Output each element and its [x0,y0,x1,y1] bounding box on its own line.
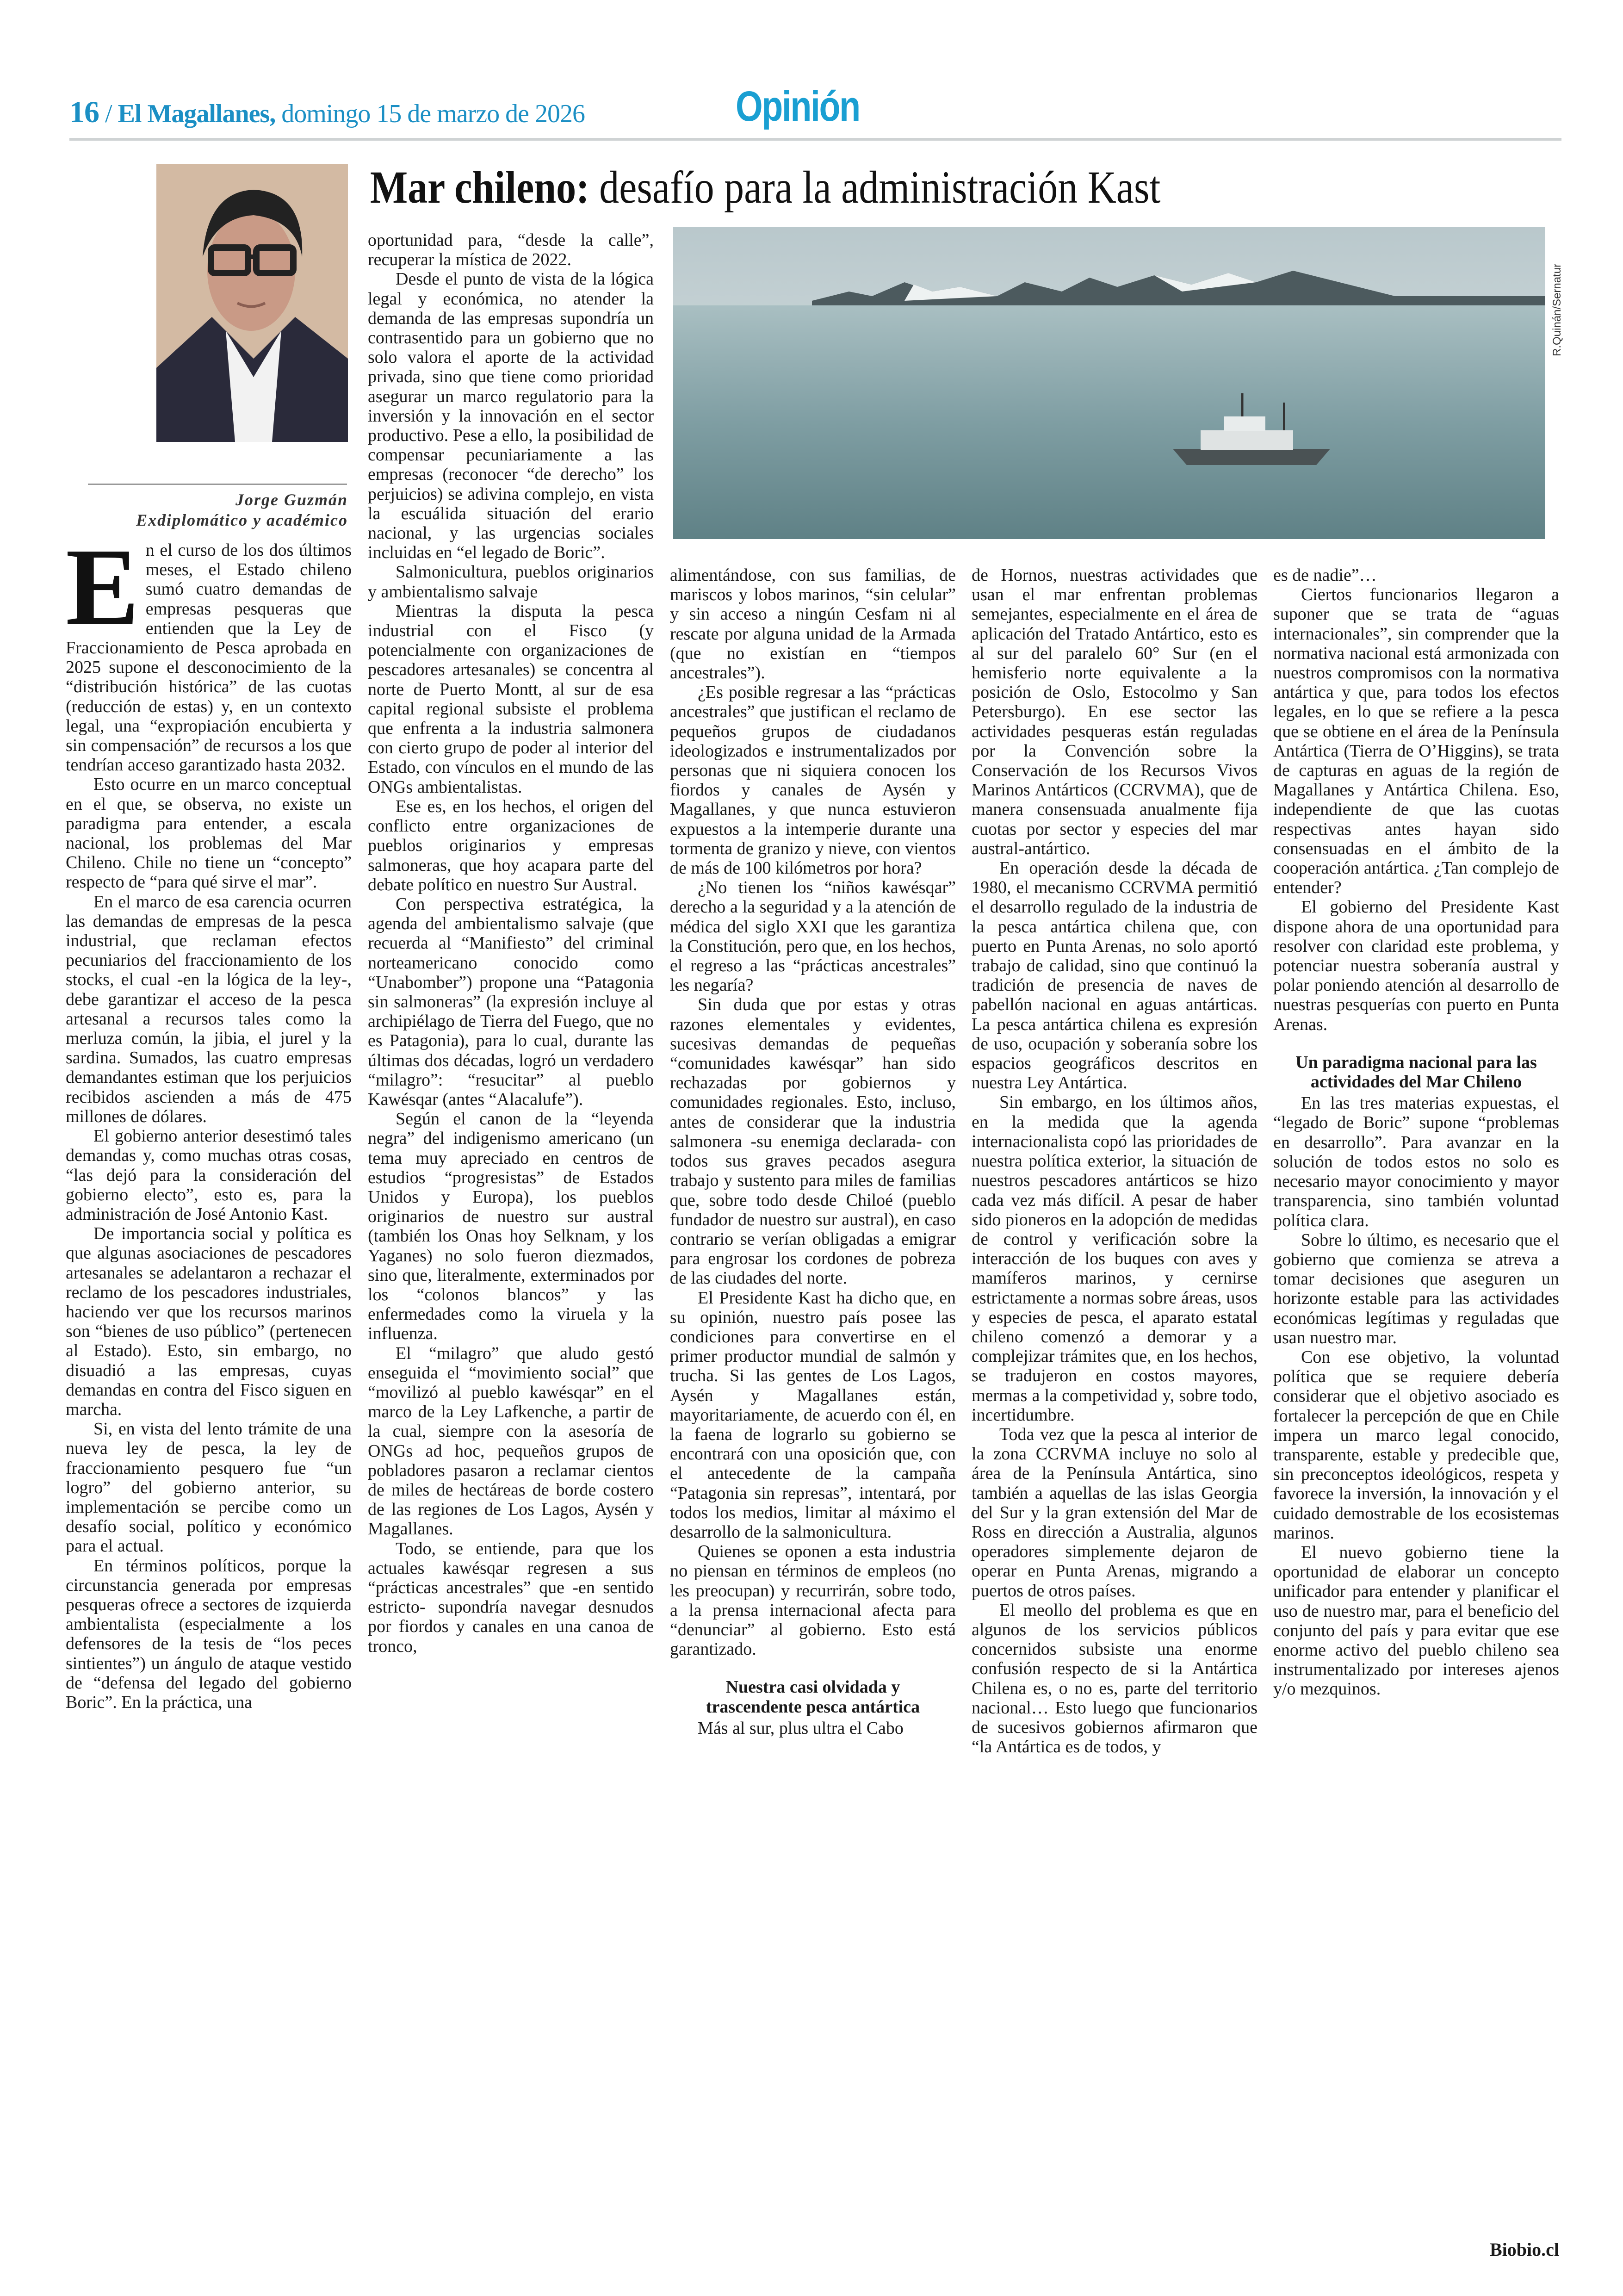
article-paragraph: Toda vez que la pesca al interior de la zona CCRVMA incluye no solo al área de la Península Antártica, sino también a aquellas de las islas Georgia del Sur y la gran extensión del Mar de Ross en dirección a Australia, algunos operadores simplemente dejaron de operar en Punta Arenas, migrando a puertos de otros países. [972,1424,1258,1601]
article-paragraph: El “milagro” que aludo gestó enseguida el “movimiento social” que “movilizó al pueblo kawésqar” en el marco de la Ley Lafkenche, a partir de la cual, siempre con la asesoría de ONGs ad hoc, pequeños grupos de pobladores pasaron a reclamar cientos de miles de hectáreas de borde costero de las regiones de Los Lagos, Aysén y Magallanes. [368,1343,654,1539]
antarctic-ship-photo [673,227,1545,539]
article-paragraph: El nuevo gobierno tiene la oportunidad de elaborar un concepto unificador para entender y planificar el uso de nuestro mar, para el beneficio del conjunto del país y para evitar que ese enorme activo del pueblo chileno sea instrumentalizado por intereses ajenos y/o mezquinos. [1273,1542,1559,1699]
article-paragraph: Según el canon de la “leyenda negra” del indigenismo americano (un tema muy apreciado en centros de estudios “progresistas” de Estados Unidos y Europa), los pueblos originarios de nuestro sur austral (también los Onas hoy Selknam, y los Yaganes) no solo fueron diezmados, sino que, literalmente, exterminados por los “colonos blancos” y las enfermedades como la viruela y la influenza. [368,1109,654,1344]
article-paragraph: Quienes se oponen a esta industria no piensan en términos de empleos (no les preocupan) y recurrirán, sobre todo, a la prensa internacional afecta para “denunciar” al gobierno. Esto está garantizado. [670,1542,956,1659]
article-paragraph: Con ese objetivo, la voluntad política que se requiere debería considerar que el objetivo asociado es fortalecer la percepción de que en Chile impera un marco legal conocido, transparente, estable y predecible que, sin preconceptos ideológicos, respeta y favorece la inversión, la innovación y el cuidado demostrable de los ecosistemas marinos. [1273,1347,1559,1543]
article-paragraph: En operación desde la década de 1980, el mecanismo CCRVMA permitió el desarrollo regulado de la industria de la pesca antártica chilena que, con puerto en Punta Arenas, no solo aportó trabajo de calidad, sino que continuó la tradición de presencia de naves de pabellón nacional en aguas antárticas. La pesca antártica chilena es expresión de uso, ocupación y soberanía sobre los espacios geográficos descritos en nuestra Ley Antártica. [972,858,1258,1093]
article-paragraph: Sobre lo último, es necesario que el gobierno que comienza se atreva a tomar decisiones que aseguren un horizonte estable para las actividades económicas legítimas y reguladas que usan nuestro mar. [1273,1230,1559,1347]
photo-credit: R.Quinán/Sernatur [1551,263,1563,356]
article-paragraph: Si, en vista del lento trámite de una nueva ley de pesca, la ley de fraccionamiento pesquero fue “un logro” del gobierno anterior, su implementación se percibe como un desafío social, político y económico para el actual. [66,1419,352,1556]
article-paragraph: El gobierno anterior desestimó tales demandas y, como muchas otras cosas, “las dejó para la consideración del gobierno electo”, esto es, para la administración de José Antonio Kast. [66,1126,352,1224]
article-column-5 [1273,565,1559,1699]
article-paragraph: De importancia social y política es que algunas asociaciones de pescadores artesanales se adelantaron a rechazar el reclamo de los pescadores industriales, haciendo ver que los recursos marinos son “bienes de uso público” (pertenecen al Estado). Esto, sin embargo, no disuadió a las empresas, cuyas demandas en contra del Fisco siguen en marcha. [66,1224,352,1419]
article-paragraph: de Hornos, nuestras actividades que usan el mar enfrentan problemas semejantes, especialmente en el área de aplicación del Tratado Antártico, esto es al sur del paralelo 60° Sur (en el hemisferio norte equivalente a la posición de Oslo, Estocolmo y San Petersburgo). En ese sector las actividades pesqueras están reguladas por la Convención sobre la Conservación de los Recursos Vivos Marinos Antárticos (CCRVMA), que de manera consensuada anualmente fija cuotas por sector y especies del mar austral-antártico. [972,565,1258,858]
article-source: Biobio.cl [1489,2239,1559,2260]
article-paragraph: En las tres materias expuestas, el “legado de Boric” supone “problemas en desarrollo”. Para avanzar en la solución de todos estos no solo es necesario mayor conocimiento y mayor transparencia, sino también voluntad política clara. [1273,1093,1559,1230]
author-caption [65,490,348,530]
article-paragraph: El Presidente Kast ha dicho que, en su opinión, nuestro país posee las condiciones para convertirse en el primer productor mundial de salmón y trucha. Si las gentes de Los Lagos, Aysén y Magallanes están, mayoritariamente, de acuerdo con él, en la faena de lograrlo su gobierno se encontrará con una oposición que, con el antecedente de la campaña “Patagonia sin represas”, intentará, por todos los medios, limitar al máximo el desarrollo de la salmonicultura. [670,1288,956,1542]
article-paragraph: Con perspectiva estratégica, la agenda del ambientalismo salvaje (que recuerda al “Manifiesto” del criminal norteamericano conocido como “Unabomber”) propone una “Patagonia sin salmoneras” (la expresión incluye al archipiélago de Tierra del Fuego, que no es Patagonia), para lo cual, durante las últimas dos décadas, logró un verdadero “milagro”: “resucitar” al pueblo Kawésqar (antes “Alacalufe”). [368,894,654,1109]
article-paragraph: El gobierno del Presidente Kast dispone ahora de una oportunidad para resolver con claridad este problema, y potenciar nuestra soberanía austral y polar poniendo atención al desarrollo de nuestras pesquerías con puerto en Punta Arenas. [1273,897,1559,1034]
paper-name: El Magallanes, [118,99,276,128]
article-paragraph: Ciertos funcionarios llegaron a suponer que se trata de “aguas internacionales”, sin comprender que la normativa nacional está armonizada con nuestros compromisos con la normativa antártica y que, para todos los efectos legales, en lo que se refiere a la pesca que se obtiene en el área de la Península Antártica (Tierra de O’Higgins), se trata de capturas en aguas de la región de Magallanes y Antártica Chilena. Eso, independiente de que las cuotas respectivas antes hayan sido consensuadas en el ámbito de la cooperación antártica. ¿Tan complejo de entender? [1273,585,1559,898]
article-paragraph: Ese es, en los hechos, el origen del conflicto entre organizaciones de pueblos originarios y empresas salmoneras, que hoy acapara parte del debate político en nuestro Sur Austral. [368,796,654,894]
article-paragraph [66,526,352,775]
article-paragraph: Mientras la disputa la pesca industrial con el Fisco (y potencialmente con organizaciones de pescadores artesanales) se concentra al norte de Puerto Montt, al sur de esa capital regional subsiste el problema que enfrenta a la industria salmonera con cierto grupo de poder al interior del Estado, con vínculos en el mundo de las ONGs ambientalistas. [368,601,654,797]
article-paragraph: Sin embargo, en los últimos años, en la medida que la agenda internacionalista copó las prioridades de nuestra política exterior, la situación de nuestros pescadores antárticos se hizo cada vez más difícil. A pesar de haber sido pioneros en la adopción de medidas de control y verificación sobre la interacción de los buques con aves y mamíferos marinos, y cernirse estrictamente a normas sobre áreas, usos y especies de pesca, el aparato estatal chileno comenzó a demorar y a complejizar trámites que, en los hechos, se tradujeron en costos mayores, mermas a la competividad y, sobre todo, incertidumbre. [972,1092,1258,1425]
paragraph-text: n el curso de los dos últimos meses, el Estado chileno sumó cuatro demandas de empresas pesqueras que entienden que la Ley de Fraccionamiento de Pesca aprobada en 2025 supone el desconocimiento de la “distribución histórica” de las cuotas (reducción de estas) y, en un contexto legal, una “expropiación encubierta y sin compensación” de recursos a los que tendrían acceso garantizado hasta 2032. [66,540,352,775]
article-paragraph: Más al sur, plus ultra el Cabo [698,1718,904,1738]
article-paragraph: El meollo del problema es que en algunos de los servicios públicos concernidos subsiste una enorme confusión respecto de si la Antártica Chilena es, o no es, parte del territorio nacional… Esto luego que funcionarios de sucesivos gobiernos afirmaron que “la Antártica es de todos, y [972,1600,1258,1757]
article-headline [370,162,1160,213]
page-number: 16 [69,95,99,129]
article-paragraph: Todo, se entiende, para que los actuales kawésqar regresen a sus “prácticas ancestrales” que -en sentido estricto- supondría navegar desnudos por fiordos y canales en una canoa de tronco, [368,1539,654,1656]
headline-rest: desafío para la administración Kast [599,161,1161,213]
section-subheading: Nuestra casi olvidada y trascendente pesca antártica [706,1677,920,1717]
article-column-1 [66,526,352,1712]
article-paragraph: Sin duda que por estas y otras razones elementales y evidentes, sucesivas demandas de pequeñas “comunidades kawésqar” han sido rechazadas por gobiernos y comunidades regionales. Esto, incluso, antes de considerar que la industria salmonera -su enemiga declarada- con todos sus graves pecados asegura trabajo y sustento para miles de familias que, sobre todo desde Chiloé (pueblo fundador de nuestro sur austral), en caso contrario se verían obligadas a emigrar para engrosar los cordones de pobreza de las ciudades del norte. [670,995,956,1288]
section-title: Opinión [736,83,860,130]
article-column-4 [972,565,1258,1756]
section-subheading: Un paradigma nacional para las actividades del Mar Chileno [1295,1052,1537,1092]
article-paragraph: ¿Es posible regresar a las “prácticas ancestrales” que justifican el reclamo de pequeños grupos de ciudadanos ideologizados e instrumentalizados por personas que ni siquiera conocen los fiordos y canales de Aysén y Magallanes, y que nunca estuvieron expuestos a la intemperie durante una tormenta de granizo y nieve, con vientos de más de 100 kilómetros por hora? [670,683,956,878]
author-role: Exdiplomático y académico [136,511,348,529]
author-divider [88,484,347,485]
article-paragraph: es de nadie”… [1273,565,1377,585]
article-column-2 [368,230,654,1656]
article-paragraph: En el marco de esa carencia ocurren las demandas de empresas de la pesca industrial, que reclaman efectos pecuniarios del fraccionamiento de los stocks, el cual -en la lógica de la ley-, debe garantizar el acceso de la pesca artesanal a recursos tales como la merluza común, la jibia, el jurel y la sardina. Sumados, las cuatro empresas demandantes estiman que los perjuicios recibidos ascienden a más de 475 millones de dólares. [66,892,352,1126]
article-paragraph: ¿No tienen los “niños kawésqar” derecho a la seguridad y a la atención de médica del siglo XXI que les garantiza la Constitución, pero que, en los hechos, el regreso a las “prácticas ancestrales” les negaría? [670,878,956,995]
header-divider [69,138,1561,141]
headline-bold: Mar chileno: [370,161,589,213]
article-paragraph: oportunidad para, “desde la calle”, recuperar la mística de 2022. [368,230,654,270]
article-paragraph: alimentándose, con sus familias, de mariscos y lobos marinos, “sin celular” y sin acceso a ningún Cesfam ni al rescate por alguna unidad de la Armada (que no existían en “tiempos ancestrales”). [670,565,956,683]
article-paragraph: Desde el punto de vista de la lógica legal y económica, no atender la demanda de las empresas supondría un contrasentido para un gobierno que no solo valora el aporte de la actividad privada, sino que tiene como prioridad asegurar un marco regulatorio para la inversión y la innovación en el sector productivo. Pese a ello, la posibilidad de compensar pecuniariamente a las empresas (reconocer “de derecho” los perjuicios) se adivina complejo, en vista la escuálida situación del erario nacional, y las urgencias sociales incluidas en “el legado de Boric”. [368,269,654,563]
author-name: Jorge Guzmán [235,490,348,509]
issue-date: domingo 15 de marzo de 2026 [281,99,585,128]
article-paragraph: Esto ocurre en un marco conceptual en el que, se observa, no existe un paradigma para entender, a escala nacional, los problemas del Mar Chileno. Chile no tiene un “concepto” respecto de “para qué sirve el mar”. [66,775,352,892]
article-column-3 [670,565,956,1738]
drop-cap: E [66,526,139,648]
page-folio [69,95,585,130]
author-photo [156,164,348,442]
folio-separator: / [105,99,112,128]
article-paragraph: En términos políticos, porque la circunstancia generada por empresas pesqueras ofrece a sectores de izquierda ambientalista (especialmente a los defensores de la tesis de “los peces sintientes”) un ángulo de ataque vestido de “defensa del legado del gobierno Boric”. En la práctica, una [66,1556,352,1712]
article-paragraph: Salmonicultura, pueblos originarios y ambientalismo salvaje [368,562,654,602]
